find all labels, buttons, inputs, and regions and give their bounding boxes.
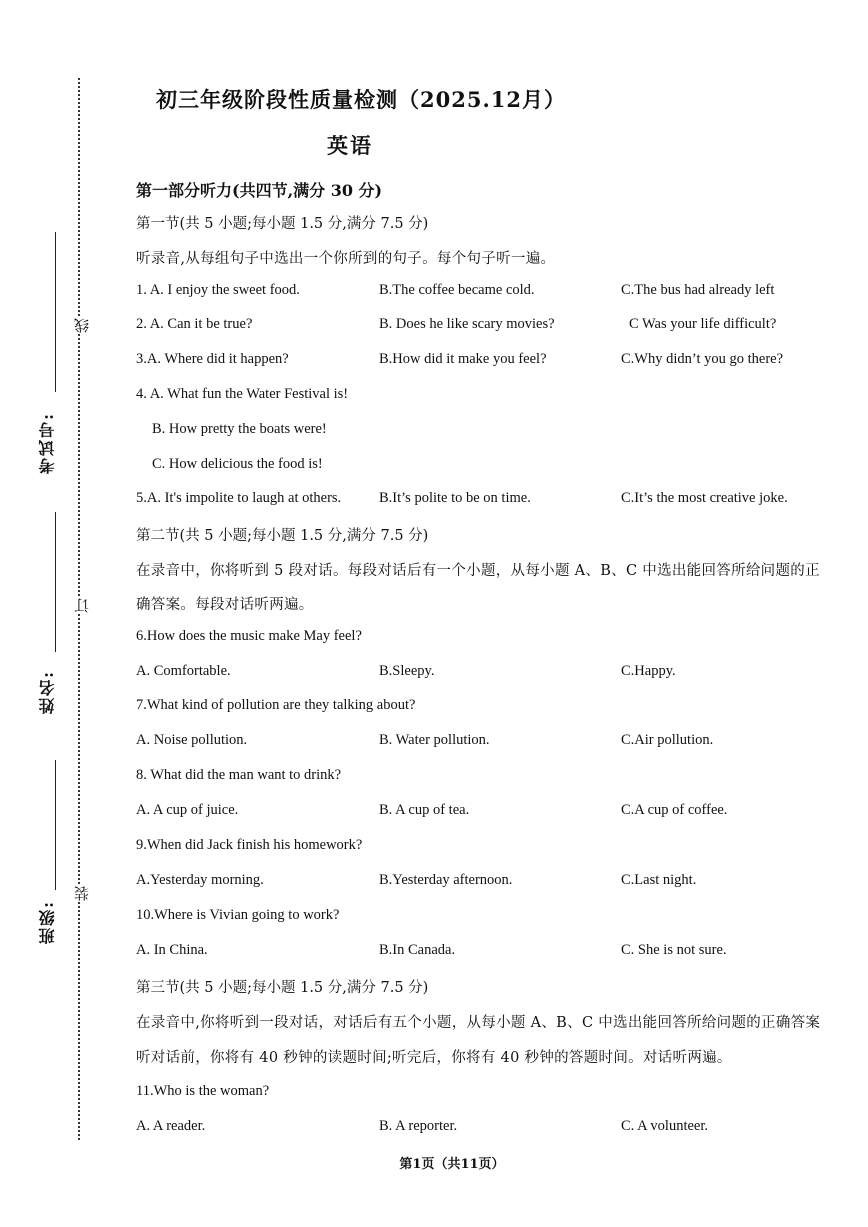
binding-mark-ding: 订 — [73, 598, 91, 613]
q5-option-a: 5.A. It's impolite to laugh at others. — [136, 490, 342, 506]
q2-option-c: C Was your life difficult? — [629, 316, 777, 332]
q10-option-a: A. In China. — [136, 942, 208, 958]
q9-option-a: A.Yesterday morning. — [136, 872, 264, 888]
q6-stem: 6.How does the music make May feel? — [136, 628, 362, 644]
exam-title: 初三年级阶段性质量检测（2025.12月） — [156, 87, 566, 112]
q9-stem: 9.When did Jack finish his homework? — [136, 837, 363, 853]
q10-option-b: B.In Canada. — [379, 942, 456, 958]
q11-option-b: B. A reporter. — [379, 1118, 458, 1134]
q7-option-c: C.Air pollution. — [621, 732, 714, 748]
question-5 — [136, 490, 836, 510]
q6-option-b: B.Sleepy. — [379, 663, 435, 679]
q8-option-c: C.A cup of coffee. — [621, 802, 728, 818]
question-11-options — [136, 1118, 836, 1138]
exam-number-line — [55, 232, 56, 392]
q1-option-c: C.The bus had already left — [621, 282, 775, 298]
q6-option-a: A. Comfortable. — [136, 663, 231, 679]
q10-option-c: C. She is not sure. — [621, 942, 727, 958]
question-2 — [136, 316, 836, 336]
q7-stem: 7.What kind of pollution are they talking about? — [136, 697, 416, 713]
q3-option-b: B.How did it make you feel? — [379, 351, 547, 367]
question-1 — [136, 282, 836, 302]
q8-option-b: B. A cup of tea. — [379, 802, 470, 818]
q4-option-a: 4. A. What fun the Water Festival is! — [136, 386, 349, 402]
q7-option-b: B. Water pollution. — [379, 732, 490, 748]
name-label: 姓名: — [38, 670, 57, 714]
q10-stem: 10.Where is Vivian going to work? — [136, 907, 340, 923]
section2-instruction-line1: 在录音中，你将听到 5 段对话。每段对话后有一个小题，从每小题 A、B、C 中选出能回答所给问题的正 — [136, 563, 820, 579]
q11-stem: 11.Who is the woman? — [136, 1083, 270, 1099]
q6-option-c: C.Happy. — [621, 663, 676, 679]
section2-instruction-line2: 确答案。每段对话听两遍。 — [136, 597, 314, 613]
class-line — [55, 760, 56, 890]
q8-stem: 8. What did the man want to drink? — [136, 767, 342, 783]
q9-option-b: B.Yesterday afternoon. — [379, 872, 513, 888]
binding-margin — [0, 0, 110, 1227]
question-9-options — [136, 872, 836, 892]
section3-heading: 第三节(共 5 小题;每小题 1.5 分,满分 7.5 分) — [136, 980, 429, 996]
question-10-options — [136, 942, 836, 962]
q5-option-b: B.It’s polite to be on time. — [379, 490, 531, 506]
part1-heading: 第一部分听力(共四节,满分 30 分) — [136, 181, 383, 200]
name-line — [55, 512, 56, 652]
subject-title: 英语 — [327, 133, 373, 158]
q1-option-b: B.The coffee became cold. — [379, 282, 535, 298]
q11-option-c: C. A volunteer. — [621, 1118, 708, 1134]
section3-instruction-line1: 在录音中,你将听到一段对话，对话后有五个小题，从每小题 A、B、C 中选出能回答所给问题的正确答案 — [136, 1015, 821, 1031]
section3-instruction-line2: 听对话前，你将有 40 秒钟的读题时间;听完后，你将有 40 秒钟的答题时间。对话听两遍。 — [136, 1050, 732, 1066]
q1-option-a: 1. A. I enjoy the sweet food. — [136, 282, 300, 298]
q5-option-c: C.It’s the most creative joke. — [621, 490, 788, 506]
question-7-options — [136, 732, 836, 752]
q8-option-a: A. A cup of juice. — [136, 802, 239, 818]
q11-option-a: A. A reader. — [136, 1118, 206, 1134]
q2-option-a: 2. A. Can it be true? — [136, 316, 253, 332]
exam-number-label: 考试号: — [38, 412, 57, 474]
binding-mark-xian: 线 — [73, 318, 91, 333]
q7-option-a: A. Noise pollution. — [136, 732, 248, 748]
q3-option-a: 3.A. Where did it happen? — [136, 351, 289, 367]
binding-mark-zhuang: 装 — [73, 886, 91, 901]
q2-option-b: B. Does he like scary movies? — [379, 316, 555, 332]
question-8-options — [136, 802, 836, 822]
q3-option-c: C.Why didn’t you go there? — [621, 351, 784, 367]
section1-heading: 第一节(共 5 小题;每小题 1.5 分,满分 7.5 分) — [136, 216, 429, 232]
q4-option-b: B. How pretty the boats were! — [152, 421, 327, 437]
section1-instruction: 听录音,从每组句子中选出一个你所到的句子。每个句子听一遍。 — [136, 251, 556, 267]
section2-heading: 第二节(共 5 小题;每小题 1.5 分,满分 7.5 分) — [136, 528, 429, 544]
question-6-options — [136, 663, 836, 683]
page-number: 第1页（共11页） — [399, 1157, 505, 1172]
q4-option-c: C. How delicious the food is! — [152, 456, 323, 472]
class-label: 班级: — [38, 900, 57, 944]
question-3 — [136, 351, 836, 371]
q9-option-c: C.Last night. — [621, 872, 697, 888]
